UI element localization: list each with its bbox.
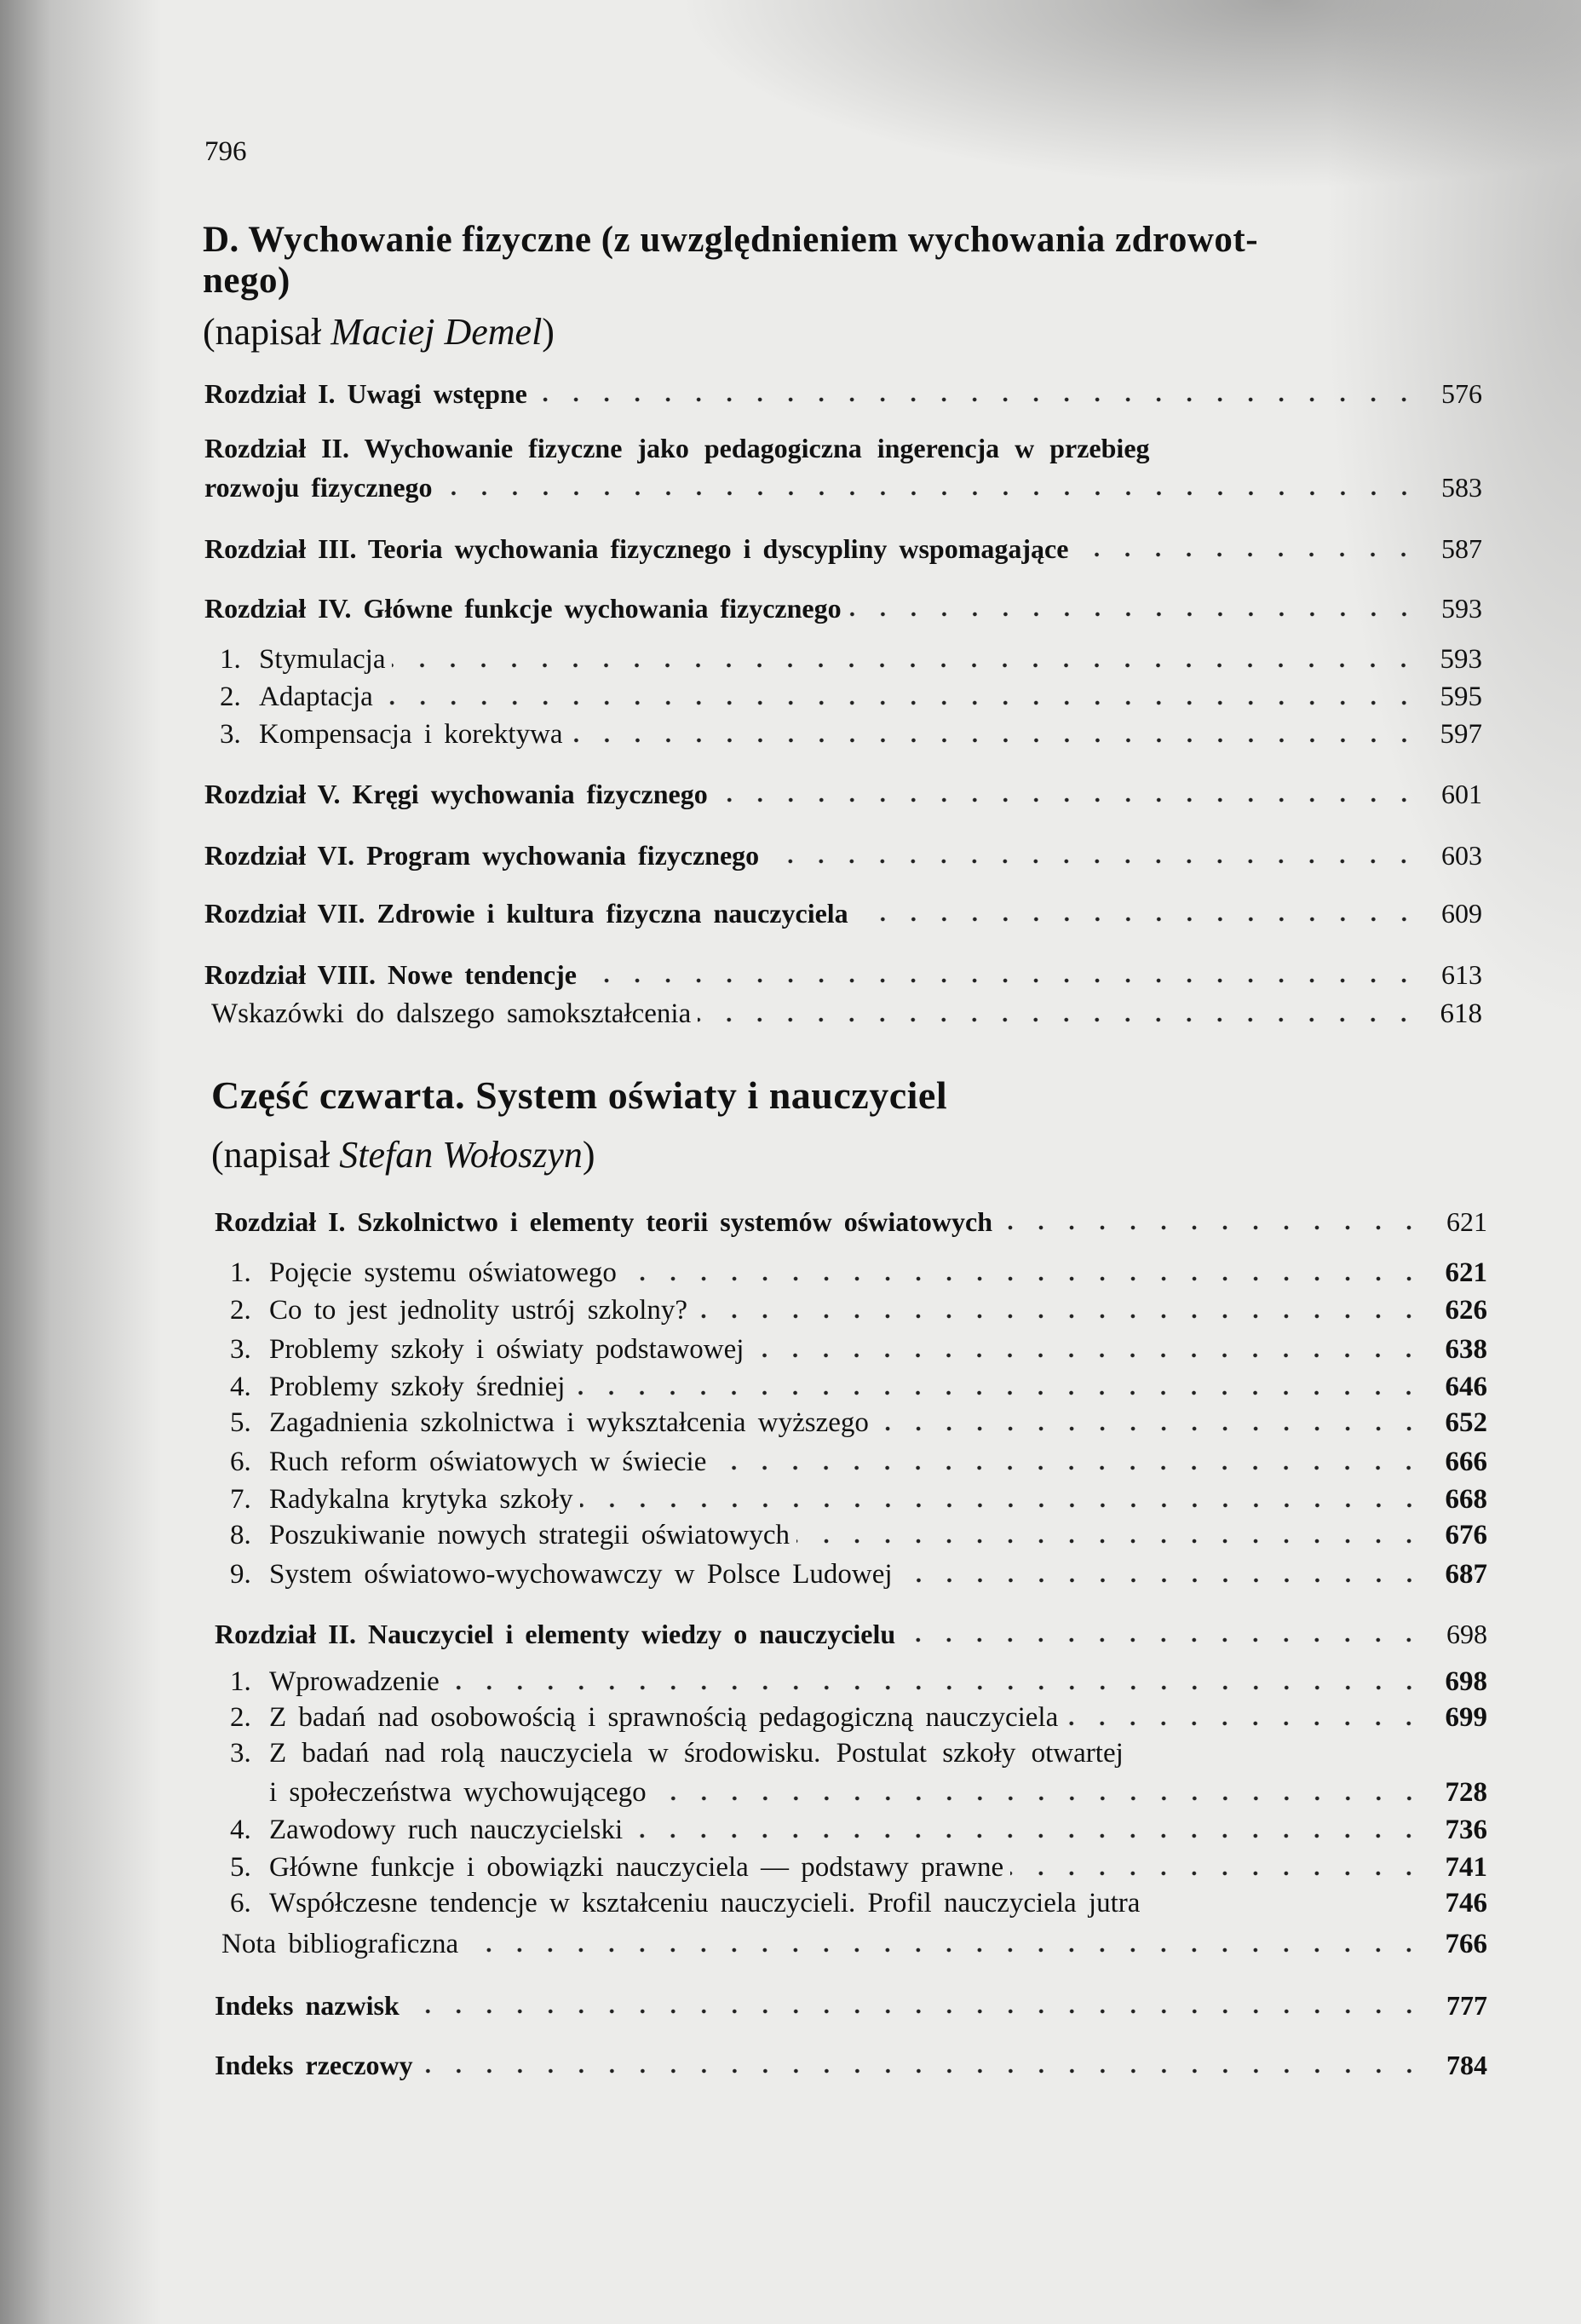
part-four-title: Część czwarta. System oświaty i nauczyciel bbox=[211, 1073, 948, 1117]
toc-entry[interactable] bbox=[211, 997, 1482, 1031]
toc-page-number: 766 bbox=[1445, 1929, 1487, 1959]
toc-page-number: 597 bbox=[1440, 719, 1482, 750]
toc-entry-title: Indeks rzeczowy bbox=[215, 2050, 413, 2080]
toc-page-number: 676 bbox=[1445, 1520, 1487, 1550]
toc-chapter-entry[interactable] bbox=[204, 470, 1482, 504]
toc-page-number: 587 bbox=[1441, 533, 1482, 564]
toc-item-number: 2. bbox=[220, 682, 241, 712]
toc-subsection-entry[interactable] bbox=[230, 1445, 1487, 1479]
toc-entry-title: Rozdział V. Kręgi wychowania fizycznego bbox=[204, 779, 708, 809]
page-number: 796 bbox=[204, 136, 247, 167]
toc-item-number: 3. bbox=[220, 719, 241, 750]
dot-leader bbox=[446, 1685, 1424, 1690]
section-d-title-line1: D. Wychowanie fizyczne (z uwzględnieniem wychowania zdrowot- bbox=[203, 220, 1259, 260]
toc-item-number: 4. bbox=[230, 1815, 251, 1845]
toc-item-number: 3. bbox=[230, 1738, 251, 1769]
dot-leader bbox=[465, 1947, 1424, 1953]
toc-page-number: 638 bbox=[1445, 1334, 1487, 1365]
toc-item-number: 2. bbox=[230, 1295, 251, 1326]
toc-item-number: 3. bbox=[230, 1334, 251, 1365]
dot-leader bbox=[406, 2009, 1424, 2014]
toc-entry-title: Wskazówki do dalszego samokształcenia bbox=[211, 998, 692, 1029]
toc-chapter-entry[interactable] bbox=[204, 377, 1482, 411]
toc-chapter-entry[interactable] bbox=[215, 1205, 1487, 1239]
dot-leader bbox=[902, 1637, 1424, 1642]
toc-subsection-entry[interactable] bbox=[230, 1370, 1487, 1404]
dot-leader bbox=[380, 700, 1419, 705]
toc-entry-title: Nota bibliograficzna bbox=[221, 1929, 459, 1959]
toc-entry-title: Z badań nad osobowością i sprawnością pedagogiczną nauczyciela bbox=[269, 1702, 1059, 1733]
toc-entry-title: Ruch reform oświatowych w świecie bbox=[269, 1447, 707, 1477]
toc-page-number: 593 bbox=[1440, 644, 1482, 675]
toc-chapter-entry[interactable] bbox=[204, 591, 1482, 625]
dot-leader bbox=[1147, 1907, 1424, 1912]
author-suffix: ) bbox=[582, 1134, 595, 1176]
toc-page-number: 741 bbox=[1445, 1852, 1487, 1883]
toc-entry-title: Główne funkcje i obowiązki nauczyciela — podstawy prawne bbox=[269, 1852, 1004, 1883]
toc-page-number: 583 bbox=[1441, 472, 1482, 503]
toc-chapter-entry[interactable] bbox=[215, 1988, 1487, 2022]
section-d-author bbox=[203, 310, 555, 354]
author-name: Stefan Wołoszyn bbox=[339, 1134, 583, 1176]
section-d-title-line2: nego) bbox=[203, 261, 290, 301]
dot-leader bbox=[420, 2068, 1424, 2074]
toc-entry-title: Rozdział VI. Program wychowania fizycznego bbox=[204, 840, 760, 871]
toc-entry-title: Adaptacja bbox=[259, 682, 373, 712]
toc-entry-title: i społeczeństwa wychowującego bbox=[269, 1777, 647, 1808]
dot-leader bbox=[1075, 552, 1419, 557]
toc-entry-title: Problemy szkoły średniej bbox=[269, 1372, 566, 1402]
toc-page-number: 666 bbox=[1445, 1447, 1487, 1477]
toc-entry-title: System oświatowo-wychowawczy w Polsce Ludowej bbox=[269, 1559, 893, 1590]
toc-page-number: 746 bbox=[1445, 1888, 1487, 1918]
toc-chapter-entry[interactable] bbox=[204, 532, 1482, 566]
toc-page-number: 698 bbox=[1446, 1619, 1487, 1649]
toc-entry-title: Współczesne tendencje w kształceniu nauczycieli. Profil nauczyciela jutra bbox=[269, 1888, 1141, 1918]
toc-page-number: 595 bbox=[1440, 682, 1482, 712]
toc-entry-title: Rozdział VIII. Nowe tendencje bbox=[204, 959, 577, 990]
dot-leader bbox=[653, 1796, 1424, 1801]
toc-subsection-entry[interactable] bbox=[220, 717, 1482, 751]
dot-leader bbox=[440, 491, 1419, 496]
toc-item-number: 1. bbox=[220, 644, 241, 675]
toc-subsection-entry[interactable] bbox=[230, 1700, 1487, 1734]
toc-subsection-entry[interactable] bbox=[230, 1406, 1487, 1440]
dot-leader bbox=[580, 1503, 1424, 1508]
toc-subsection-entry[interactable] bbox=[230, 1482, 1487, 1516]
dot-leader bbox=[534, 397, 1419, 402]
toc-page-number: 668 bbox=[1445, 1484, 1487, 1515]
toc-chapter-entry[interactable] bbox=[204, 896, 1482, 930]
dot-leader bbox=[570, 738, 1419, 743]
dot-leader bbox=[630, 1833, 1424, 1838]
dot-leader bbox=[855, 917, 1419, 922]
toc-page-number: 626 bbox=[1445, 1295, 1487, 1326]
dot-leader bbox=[766, 859, 1419, 864]
author-prefix: (napisał bbox=[211, 1134, 340, 1176]
toc-chapter-entry[interactable] bbox=[215, 1617, 1487, 1651]
toc-entry-title: Indeks nazwisk bbox=[215, 1990, 400, 2021]
toc-entry-title: Kompensacja i korektywa bbox=[259, 719, 563, 750]
toc-entry-title: Rozdział IV. Główne funkcje wychowania fizycznego bbox=[204, 593, 842, 624]
dot-leader bbox=[999, 1225, 1424, 1230]
toc-entry-title: Stymulacja bbox=[259, 644, 386, 675]
toc-page-number: 593 bbox=[1441, 593, 1482, 624]
toc-item-number: 6. bbox=[230, 1447, 251, 1477]
toc-entry-title: Rozdział I. Uwagi wstępne bbox=[204, 378, 527, 409]
dot-leader bbox=[848, 612, 1419, 617]
toc-page-number: 784 bbox=[1446, 2050, 1487, 2080]
toc-chapter-entry[interactable] bbox=[204, 777, 1482, 811]
toc-entry-title: Poszukiwanie nowych strategii oświatowych bbox=[269, 1520, 790, 1550]
toc-subsection-entry[interactable] bbox=[230, 1256, 1487, 1290]
toc-subsection-entry[interactable] bbox=[230, 1518, 1487, 1552]
toc-entry-title: Co to jest jednolity ustrój szkolny? bbox=[269, 1295, 688, 1326]
toc-item-number: 5. bbox=[230, 1407, 251, 1438]
toc-item-number: 1. bbox=[230, 1257, 251, 1288]
toc-subsection-entry[interactable] bbox=[230, 1886, 1487, 1920]
dot-leader bbox=[698, 1017, 1419, 1022]
toc-item-number: 2. bbox=[230, 1702, 251, 1733]
toc-chapter-entry[interactable] bbox=[204, 838, 1482, 872]
dot-leader bbox=[572, 1390, 1424, 1395]
toc-entry-title: Problemy szkoły i oświaty podstawowej bbox=[269, 1334, 745, 1365]
toc-page-number: 698 bbox=[1445, 1666, 1487, 1697]
toc-subsection-entry[interactable] bbox=[230, 1332, 1487, 1366]
toc-item-number: 7. bbox=[230, 1484, 251, 1515]
toc-entry-title: Zawodowy ruch nauczycielski bbox=[269, 1815, 624, 1845]
part-four-author bbox=[211, 1133, 595, 1176]
toc-chapter-entry[interactable] bbox=[215, 2048, 1487, 2082]
dot-leader bbox=[392, 663, 1419, 668]
toc-page-number: 646 bbox=[1445, 1372, 1487, 1402]
toc-entry-first-line: Z badań nad rolą nauczyciela w środowisku. Postulat szkoły otwartej bbox=[269, 1738, 1124, 1769]
toc-entry-title: Rozdział II. Nauczyciel i elementy wiedzy o nauczycielu bbox=[215, 1619, 896, 1649]
toc-page-number: 687 bbox=[1445, 1559, 1487, 1590]
toc-item-number: 1. bbox=[230, 1666, 251, 1697]
toc-page-number: 728 bbox=[1445, 1777, 1487, 1808]
toc-chapter-entry[interactable] bbox=[204, 958, 1482, 992]
dot-leader bbox=[715, 797, 1419, 802]
toc-page-number: 613 bbox=[1441, 959, 1482, 990]
dot-leader bbox=[1010, 1871, 1424, 1876]
dot-leader bbox=[876, 1426, 1424, 1431]
toc-page-number: 699 bbox=[1445, 1702, 1487, 1733]
toc-page-number: 576 bbox=[1441, 378, 1482, 409]
toc-item-number: 6. bbox=[230, 1888, 251, 1918]
dot-leader bbox=[694, 1314, 1424, 1319]
dot-leader bbox=[584, 978, 1419, 983]
toc-subsection-entry[interactable] bbox=[230, 1557, 1487, 1591]
dot-leader bbox=[624, 1276, 1424, 1281]
toc-subsection-entry[interactable] bbox=[220, 642, 1482, 676]
toc-entry-first-line: Rozdział II. Wychowanie fizyczne jako pedagogiczna ingerencja w przebieg bbox=[204, 433, 1150, 463]
toc-entry-title: Rozdział III. Teoria wychowania fizycznego i dyscypliny wspomagające bbox=[204, 533, 1069, 564]
toc-item-number: 4. bbox=[230, 1372, 251, 1402]
author-name: Maciej Demel bbox=[331, 311, 543, 353]
toc-entry-title: Pojęcie systemu oświatowego bbox=[269, 1257, 617, 1288]
toc-item-number: 5. bbox=[230, 1852, 251, 1883]
toc-entry-title: Zagadnienia szkolnictwa i wykształcenia wyższego bbox=[269, 1407, 869, 1438]
toc-entry-title: Rozdział VII. Zdrowie i kultura fizyczna nauczyciela bbox=[204, 898, 848, 929]
toc-page-number: 609 bbox=[1441, 898, 1482, 929]
toc-page-number: 621 bbox=[1445, 1257, 1487, 1288]
toc-subsection-entry[interactable] bbox=[220, 680, 1482, 714]
toc-entry[interactable] bbox=[221, 1927, 1487, 1961]
toc-subsection-entry[interactable] bbox=[230, 1775, 1487, 1809]
dot-leader bbox=[900, 1578, 1424, 1583]
toc-page-number: 601 bbox=[1441, 779, 1482, 809]
dot-leader bbox=[750, 1353, 1424, 1358]
toc-page-number: 652 bbox=[1445, 1407, 1487, 1438]
toc-page-number: 621 bbox=[1446, 1206, 1487, 1237]
dot-leader bbox=[1065, 1721, 1424, 1726]
toc-page-number: 777 bbox=[1446, 1990, 1487, 2021]
dot-leader bbox=[713, 1465, 1424, 1470]
toc-subsection-entry[interactable] bbox=[230, 1850, 1487, 1884]
toc-entry-title: Radykalna krytyka szkoły bbox=[269, 1484, 573, 1515]
toc-item-number: 8. bbox=[230, 1520, 251, 1550]
author-suffix: ) bbox=[542, 311, 555, 353]
toc-item-number: 9. bbox=[230, 1559, 251, 1590]
toc-entry-title: Wprowadzenie bbox=[269, 1666, 440, 1697]
toc-subsection-entry[interactable] bbox=[230, 1293, 1487, 1327]
toc-entry-title: rozwoju fizycznego bbox=[204, 472, 433, 503]
dot-leader bbox=[796, 1539, 1424, 1544]
toc-page-number: 736 bbox=[1445, 1815, 1487, 1845]
toc-entry-title: Rozdział I. Szkolnictwo i elementy teorii systemów oświatowych bbox=[215, 1206, 992, 1237]
toc-page-number: 603 bbox=[1441, 840, 1482, 871]
author-prefix: (napisał bbox=[203, 311, 331, 353]
toc-subsection-entry[interactable] bbox=[230, 1665, 1487, 1699]
toc-subsection-entry[interactable] bbox=[230, 1813, 1487, 1847]
toc-page-number: 618 bbox=[1440, 998, 1482, 1029]
